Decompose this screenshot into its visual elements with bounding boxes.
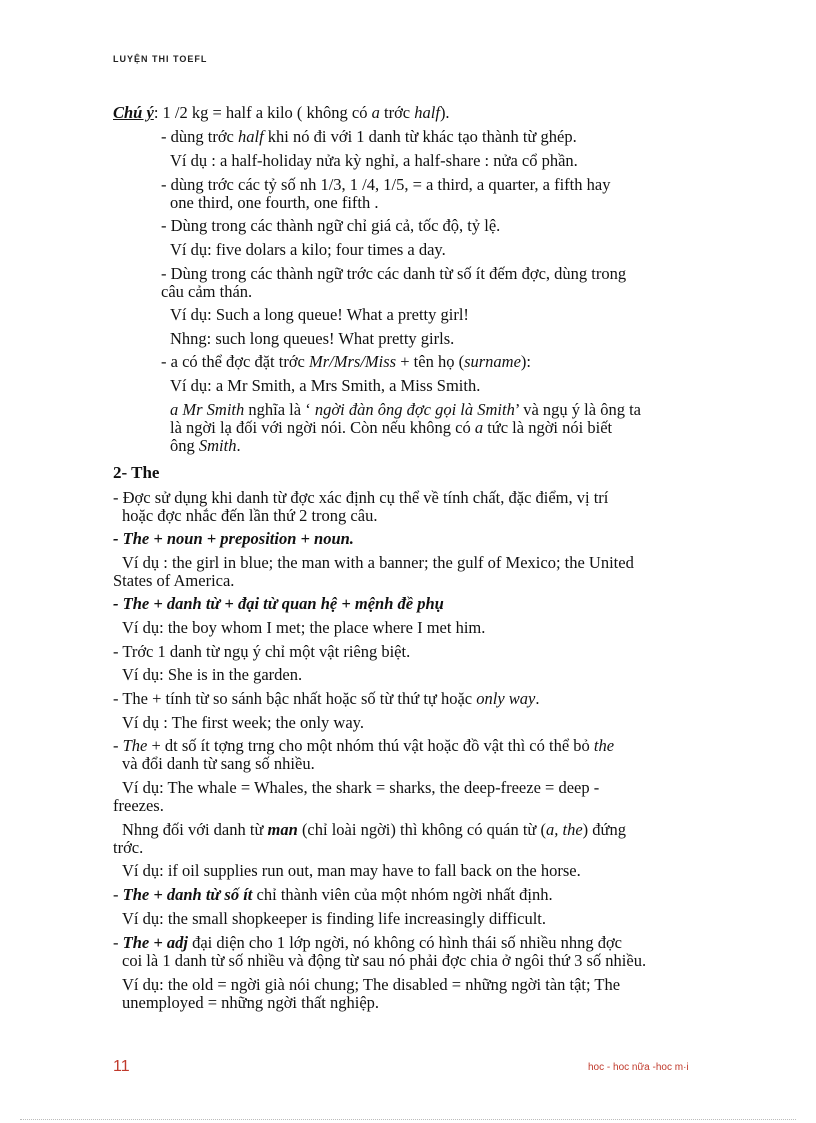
page-header: LUYỆN THI TOEFL (113, 54, 208, 64)
note-item-exclaim: - Dùng trong các thành ngữ trớc các danh từ số ít đếm đợc, dùng trong (161, 264, 627, 283)
the-rule-specific: - Trớc 1 danh từ ngụ ý chỉ một vật riêng biệt. (113, 642, 411, 661)
the-example-man: Ví dụ: if oil supplies run out, man may have to fall back on the horse. (122, 861, 581, 880)
the-example-symbol: Ví dụ: The whale = Whales, the shark = sharks, the deep-freeze = deep - (122, 778, 600, 797)
note-example-exclaim: Ví dụ: Such a long queue! What a pretty girl! (170, 305, 469, 324)
note-item-price: - Dùng trong các thành ngữ chỉ giá cả, tốc độ, tỷ lệ. (161, 216, 501, 235)
the-example-specific: Ví dụ: She is in the garden. (122, 665, 303, 684)
note-example-mr: Ví dụ: a Mr Smith, a Mrs Smith, a Miss Smith. (170, 376, 481, 395)
the-example-noun-prep-cont: States of America. (113, 571, 235, 590)
the-rule-definite-cont: hoặc đợc nhắc đến lần thứ 2 trong câu. (122, 506, 378, 525)
note-main: Chú ý: 1 /2 kg = half a kilo ( không có a trớc half). (113, 103, 450, 122)
the-example-adj: Ví dụ: the old = ngời già nói chung; The disabled = những ngời tàn tật; The (122, 975, 621, 994)
section-heading: 2- The (113, 463, 160, 482)
the-rule-relative: - The + danh từ + đại từ quan hệ + mệnh đề phụ (113, 594, 444, 613)
the-example-superlative: Ví dụ : The first week; the only way. (122, 713, 364, 732)
note-item-fraction: - dùng trớc các tỷ số nh 1/3, 1 /4, 1/5, = a third, a quarter, a fifth hay (161, 175, 611, 194)
the-rule-adj: - The + adj đại diện cho 1 lớp ngời, nó không có hình thái số nhiều nhng đợc (113, 933, 622, 952)
note-mr-smith-2: là ngời lạ đối với ngời nói. Còn nếu không có a tức là ngời nói biết (170, 418, 613, 437)
the-example-noun-prep: Ví dụ : the girl in blue; the man with a banner; the gulf of Mexico; the United (122, 553, 634, 572)
the-rule-definite: - Đợc sử dụng khi danh từ đợc xác định cụ thể về tính chất, đặc điểm, vị trí (113, 488, 609, 507)
note-item-half: - dùng trớc half khi nó đi với 1 danh từ khác tạo thành từ ghép. (161, 127, 577, 146)
page-bottom-divider (20, 1119, 796, 1120)
note-label: Chú ý (113, 103, 154, 122)
note-example-but: Nhng: such long queues! What pretty girls. (170, 329, 455, 348)
the-rule-superlative: - The + tính từ so sánh bậc nhất hoặc số từ thứ tự hoặc only way. (113, 689, 540, 708)
note-mr-smith-3: ông Smith. (170, 436, 241, 455)
the-example-symbol-cont: freezes. (113, 796, 164, 815)
the-rule-man-cont: trớc. (113, 838, 144, 857)
the-rule-symbol: - The + dt số ít tợng trng cho một nhóm thú vật hoặc đồ vật thì có thể bỏ the (113, 736, 615, 755)
the-example-relative: Ví dụ: the boy whom I met; the place where I met him. (122, 618, 486, 637)
the-rule-singular: - The + danh từ số ít chỉ thành viên của một nhóm ngời nhất định. (113, 885, 553, 904)
note-example-price: Ví dụ: five dolars a kilo; four times a day. (170, 240, 446, 259)
footer-slogan: hoc - hoc nữa -hoc m·i (588, 1062, 689, 1073)
the-example-singular: Ví dụ: the small shopkeeper is finding life increasingly difficult. (122, 909, 547, 928)
note-item-exclaim-cont: câu cảm thán. (161, 282, 253, 301)
page-number: 11 (113, 1058, 130, 1075)
the-rule-man: Nhng đối với danh từ man (chỉ loài ngời) thì không có quán từ (a, the) đứng (122, 820, 626, 839)
the-example-adj-cont: unemployed = những ngời thất nghiệp. (122, 993, 380, 1012)
the-rule-noun-prep: - The + noun + preposition + noun. (113, 529, 354, 548)
note-mr-smith-1: a Mr Smith nghĩa là ‘ ngời đàn ông đợc gọi là Smith’ và ngụ ý là ông ta (170, 400, 642, 419)
the-rule-symbol-cont: và đổi danh từ sang số nhiều. (122, 754, 315, 773)
note-item-fraction-cont: one third, one fourth, one fifth . (170, 193, 379, 212)
note-example-half: Ví dụ : a half-holiday nửa kỳ nghỉ, a half-share : nửa cổ phần. (170, 151, 578, 170)
note-item-mr: - a có thể đợc đặt trớc Mr/Mrs/Miss + tên họ (surname): (161, 352, 532, 371)
the-rule-adj-cont: coi là 1 danh từ số nhiều và động từ sau nó phải đợc chia ở ngôi thứ 3 số nhiều. (122, 951, 647, 970)
